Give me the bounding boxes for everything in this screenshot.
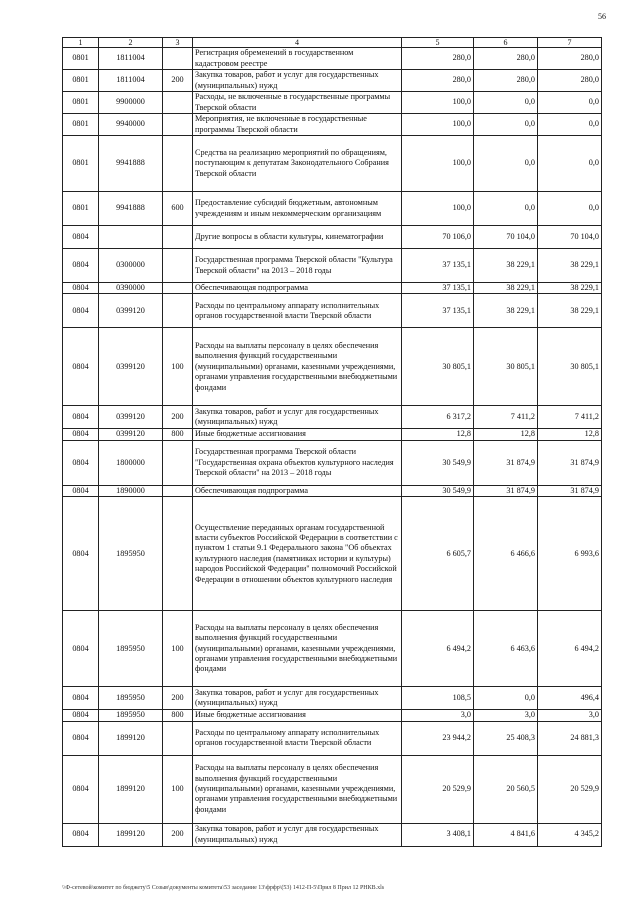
- section-code-cell: 0804: [63, 406, 99, 429]
- amount-col6-cell: 0,0: [474, 92, 538, 114]
- amount-col5-cell: 100,0: [402, 114, 474, 136]
- description-cell: Расходы по центральному аппарату исполнительных органов государственной власти Тверской области: [193, 294, 402, 328]
- amount-col7-cell: 31 874,9: [538, 485, 602, 496]
- amount-col5-cell: 6 317,2: [402, 406, 474, 429]
- description-cell: Регистрация обременений в государственном кадастровом реестре: [193, 48, 402, 70]
- amount-col6-cell: 0,0: [474, 192, 538, 226]
- section-code-cell: 0801: [63, 136, 99, 192]
- expense-type-cell: [163, 440, 193, 485]
- expense-type-cell: 200: [163, 406, 193, 429]
- expense-type-cell: 600: [163, 192, 193, 226]
- description-cell: Иные бюджетные ассигнования: [193, 429, 402, 440]
- file-path-footer: \\Ф-сетевой\комитет по бюджету\5 Созыв\документы комитета\53 заседание 13\фрфр\(53) 1412-П-5\Прил 8 Прил 12 РНКВ.xls: [62, 885, 385, 891]
- expense-type-cell: [163, 294, 193, 328]
- amount-col5-cell: 12,8: [402, 429, 474, 440]
- table-row: [63, 92, 602, 114]
- amount-col7-cell: 0,0: [538, 114, 602, 136]
- amount-col5-cell: 30 549,9: [402, 485, 474, 496]
- section-code-cell: 0804: [63, 611, 99, 687]
- table-row: [63, 485, 602, 496]
- table-row: [63, 755, 602, 823]
- amount-col7-cell: 12,8: [538, 429, 602, 440]
- expense-type-cell: 200: [163, 823, 193, 846]
- amount-col6-cell: 20 560,5: [474, 755, 538, 823]
- section-code-cell: 0801: [63, 92, 99, 114]
- expense-type-cell: 200: [163, 70, 193, 92]
- target-code-cell: 9941888: [99, 136, 163, 192]
- section-code-cell: 0801: [63, 70, 99, 92]
- description-cell: Расходы по центральному аппарату исполнительных органов государственной власти Тверской области: [193, 721, 402, 755]
- expense-type-cell: [163, 226, 193, 249]
- amount-col5-cell: 108,5: [402, 687, 474, 710]
- table-row: [63, 429, 602, 440]
- amount-col7-cell: 0,0: [538, 192, 602, 226]
- description-cell: Другие вопросы в области культуры, кинематографии: [193, 226, 402, 249]
- description-cell: Закупка товаров, работ и услуг для государственных (муниципальных) нужд: [193, 823, 402, 846]
- table-row: [63, 497, 602, 611]
- table-header-row: [63, 38, 602, 48]
- page-number: 56: [598, 12, 606, 21]
- amount-col7-cell: 38 229,1: [538, 249, 602, 283]
- description-cell: Осуществление переданных органам государственной власти субъектов Российской Федерации в соответствии с пунктом 1 статьи 9.1 Федерального закона "Об объектах культурного наследия (памятниках истории и культуры) народов Российской Федерации" полномочий Российской Федерации в отношении объектов культурного наследия: [193, 497, 402, 611]
- amount-col6-cell: 30 805,1: [474, 328, 538, 406]
- amount-col7-cell: 3,0: [538, 710, 602, 721]
- amount-col7-cell: 20 529,9: [538, 755, 602, 823]
- section-code-cell: 0804: [63, 755, 99, 823]
- description-cell: Закупка товаров, работ и услуг для государственных (муниципальных) нужд: [193, 70, 402, 92]
- amount-col6-cell: 38 229,1: [474, 249, 538, 283]
- amount-col5-cell: 100,0: [402, 92, 474, 114]
- header-cell: 5: [402, 38, 474, 48]
- amount-col5-cell: 20 529,9: [402, 755, 474, 823]
- section-code-cell: 0804: [63, 226, 99, 249]
- description-cell: Предоставление субсидий бюджетным, автономным учреждениям и иным некоммерческим организациям: [193, 192, 402, 226]
- amount-col7-cell: 280,0: [538, 70, 602, 92]
- target-code-cell: 9900000: [99, 92, 163, 114]
- table-row: [63, 249, 602, 283]
- description-cell: Расходы на выплаты персоналу в целях обеспечения выполнения функций государственными (муниципальными) органами, казенными учреждениями, органами управления государственными внебюджетными фондами: [193, 328, 402, 406]
- table-row: [63, 70, 602, 92]
- description-cell: Иные бюджетные ассигнования: [193, 710, 402, 721]
- amount-col6-cell: 7 411,2: [474, 406, 538, 429]
- amount-col6-cell: 70 104,0: [474, 226, 538, 249]
- description-cell: Средства на реализацию мероприятий по обращениям, поступающим к депутатам Законодательного Собрания Тверской области: [193, 136, 402, 192]
- amount-col5-cell: 30 549,9: [402, 440, 474, 485]
- target-code-cell: 1895950: [99, 497, 163, 611]
- amount-col5-cell: 23 944,2: [402, 721, 474, 755]
- section-code-cell: 0801: [63, 48, 99, 70]
- amount-col5-cell: 3 408,1: [402, 823, 474, 846]
- amount-col7-cell: 31 874,9: [538, 440, 602, 485]
- expense-type-cell: 800: [163, 710, 193, 721]
- header-cell: 7: [538, 38, 602, 48]
- section-code-cell: 0804: [63, 440, 99, 485]
- amount-col7-cell: 496,4: [538, 687, 602, 710]
- expense-type-cell: 800: [163, 429, 193, 440]
- expense-type-cell: [163, 136, 193, 192]
- table-row: [63, 283, 602, 294]
- expense-type-cell: 100: [163, 328, 193, 406]
- description-cell: Закупка товаров, работ и услуг для государственных (муниципальных) нужд: [193, 687, 402, 710]
- amount-col6-cell: 38 229,1: [474, 294, 538, 328]
- section-code-cell: 0804: [63, 721, 99, 755]
- target-code-cell: 9940000: [99, 114, 163, 136]
- table-row: [63, 710, 602, 721]
- amount-col5-cell: 6 605,7: [402, 497, 474, 611]
- table-row: [63, 823, 602, 846]
- section-code-cell: 0804: [63, 294, 99, 328]
- amount-col7-cell: 4 345,2: [538, 823, 602, 846]
- expense-type-cell: 200: [163, 687, 193, 710]
- amount-col6-cell: 0,0: [474, 136, 538, 192]
- header-cell: 4: [193, 38, 402, 48]
- target-code-cell: 1895950: [99, 710, 163, 721]
- target-code-cell: 1811004: [99, 48, 163, 70]
- amount-col7-cell: 30 805,1: [538, 328, 602, 406]
- table-row: [63, 406, 602, 429]
- amount-col5-cell: 37 135,1: [402, 249, 474, 283]
- expense-type-cell: 100: [163, 755, 193, 823]
- amount-col6-cell: 4 841,6: [474, 823, 538, 846]
- section-code-cell: 0804: [63, 283, 99, 294]
- amount-col6-cell: 31 874,9: [474, 440, 538, 485]
- header-cell: 2: [99, 38, 163, 48]
- expense-type-cell: [163, 497, 193, 611]
- section-code-cell: 0804: [63, 497, 99, 611]
- target-code-cell: 0300000: [99, 249, 163, 283]
- target-code-cell: 0399120: [99, 294, 163, 328]
- target-code-cell: 1895950: [99, 611, 163, 687]
- target-code-cell: 0390000: [99, 283, 163, 294]
- table-row: [63, 687, 602, 710]
- amount-col7-cell: 24 881,3: [538, 721, 602, 755]
- amount-col6-cell: 12,8: [474, 429, 538, 440]
- target-code-cell: 0399120: [99, 328, 163, 406]
- expense-type-cell: [163, 721, 193, 755]
- expense-type-cell: 100: [163, 611, 193, 687]
- description-cell: Мероприятия, не включенные в государственные программы Тверской области: [193, 114, 402, 136]
- expense-type-cell: [163, 283, 193, 294]
- amount-col5-cell: 37 135,1: [402, 294, 474, 328]
- target-code-cell: 1899120: [99, 721, 163, 755]
- target-code-cell: 9941888: [99, 192, 163, 226]
- budget-table: [62, 37, 602, 847]
- amount-col6-cell: 31 874,9: [474, 485, 538, 496]
- amount-col5-cell: 30 805,1: [402, 328, 474, 406]
- amount-col7-cell: 6 494,2: [538, 611, 602, 687]
- section-code-cell: 0804: [63, 485, 99, 496]
- table-row: [63, 114, 602, 136]
- target-code-cell: 1895950: [99, 687, 163, 710]
- description-cell: Государственная программа Тверской области "Культура Тверской области" на 2013 – 2018 годы: [193, 249, 402, 283]
- amount-col5-cell: 70 106,0: [402, 226, 474, 249]
- header-cell: 6: [474, 38, 538, 48]
- amount-col6-cell: 3,0: [474, 710, 538, 721]
- amount-col7-cell: 0,0: [538, 92, 602, 114]
- amount-col5-cell: 100,0: [402, 192, 474, 226]
- target-code-cell: 1811004: [99, 70, 163, 92]
- section-code-cell: 0804: [63, 249, 99, 283]
- description-cell: Расходы на выплаты персоналу в целях обеспечения выполнения функций государственными (муниципальными) органами, казенными учреждениями, органами управления государственными внебюджетными фондами: [193, 755, 402, 823]
- section-code-cell: 0804: [63, 823, 99, 846]
- table-row: [63, 721, 602, 755]
- amount-col5-cell: 6 494,2: [402, 611, 474, 687]
- amount-col7-cell: 0,0: [538, 136, 602, 192]
- expense-type-cell: [163, 485, 193, 496]
- amount-col5-cell: 100,0: [402, 136, 474, 192]
- amount-col6-cell: 6 463,6: [474, 611, 538, 687]
- amount-col7-cell: 6 993,6: [538, 497, 602, 611]
- section-code-cell: 0804: [63, 328, 99, 406]
- description-cell: Государственная программа Тверской области "Государственная охрана объектов культурного наследия Тверской области" на 2013 – 2018 годы: [193, 440, 402, 485]
- table-row: [63, 611, 602, 687]
- target-code-cell: 1899120: [99, 823, 163, 846]
- amount-col6-cell: 25 408,3: [474, 721, 538, 755]
- table-row: [63, 328, 602, 406]
- header-cell: 1: [63, 38, 99, 48]
- table-row: [63, 294, 602, 328]
- target-code-cell: 1890000: [99, 485, 163, 496]
- section-code-cell: 0804: [63, 687, 99, 710]
- amount-col5-cell: 280,0: [402, 48, 474, 70]
- section-code-cell: 0801: [63, 114, 99, 136]
- expense-type-cell: [163, 249, 193, 283]
- amount-col5-cell: 3,0: [402, 710, 474, 721]
- description-cell: Обеспечивающая подпрограмма: [193, 283, 402, 294]
- description-cell: Расходы, не включенные в государственные программы Тверской области: [193, 92, 402, 114]
- amount-col6-cell: 280,0: [474, 70, 538, 92]
- amount-col7-cell: 38 229,1: [538, 283, 602, 294]
- amount-col6-cell: 6 466,6: [474, 497, 538, 611]
- target-code-cell: 0399120: [99, 406, 163, 429]
- section-code-cell: 0804: [63, 429, 99, 440]
- amount-col6-cell: 0,0: [474, 114, 538, 136]
- table-row: [63, 192, 602, 226]
- amount-col5-cell: 37 135,1: [402, 283, 474, 294]
- amount-col7-cell: 280,0: [538, 48, 602, 70]
- table-row: [63, 226, 602, 249]
- target-code-cell: 1899120: [99, 755, 163, 823]
- section-code-cell: 0801: [63, 192, 99, 226]
- expense-type-cell: [163, 114, 193, 136]
- expense-type-cell: [163, 92, 193, 114]
- target-code-cell: 1800000: [99, 440, 163, 485]
- table-row: [63, 136, 602, 192]
- target-code-cell: [99, 226, 163, 249]
- description-cell: Закупка товаров, работ и услуг для государственных (муниципальных) нужд: [193, 406, 402, 429]
- header-cell: 3: [163, 38, 193, 48]
- amount-col7-cell: 70 104,0: [538, 226, 602, 249]
- table-row: [63, 440, 602, 485]
- amount-col6-cell: 280,0: [474, 48, 538, 70]
- amount-col6-cell: 38 229,1: [474, 283, 538, 294]
- expense-type-cell: [163, 48, 193, 70]
- table-row: [63, 48, 602, 70]
- section-code-cell: 0804: [63, 710, 99, 721]
- amount-col7-cell: 38 229,1: [538, 294, 602, 328]
- description-cell: Расходы на выплаты персоналу в целях обеспечения выполнения функций государственными (муниципальными) органами, казенными учреждениями, органами управления государственными внебюджетными фондами: [193, 611, 402, 687]
- description-cell: Обеспечивающая подпрограмма: [193, 485, 402, 496]
- amount-col6-cell: 0,0: [474, 687, 538, 710]
- target-code-cell: 0399120: [99, 429, 163, 440]
- amount-col7-cell: 7 411,2: [538, 406, 602, 429]
- amount-col5-cell: 280,0: [402, 70, 474, 92]
